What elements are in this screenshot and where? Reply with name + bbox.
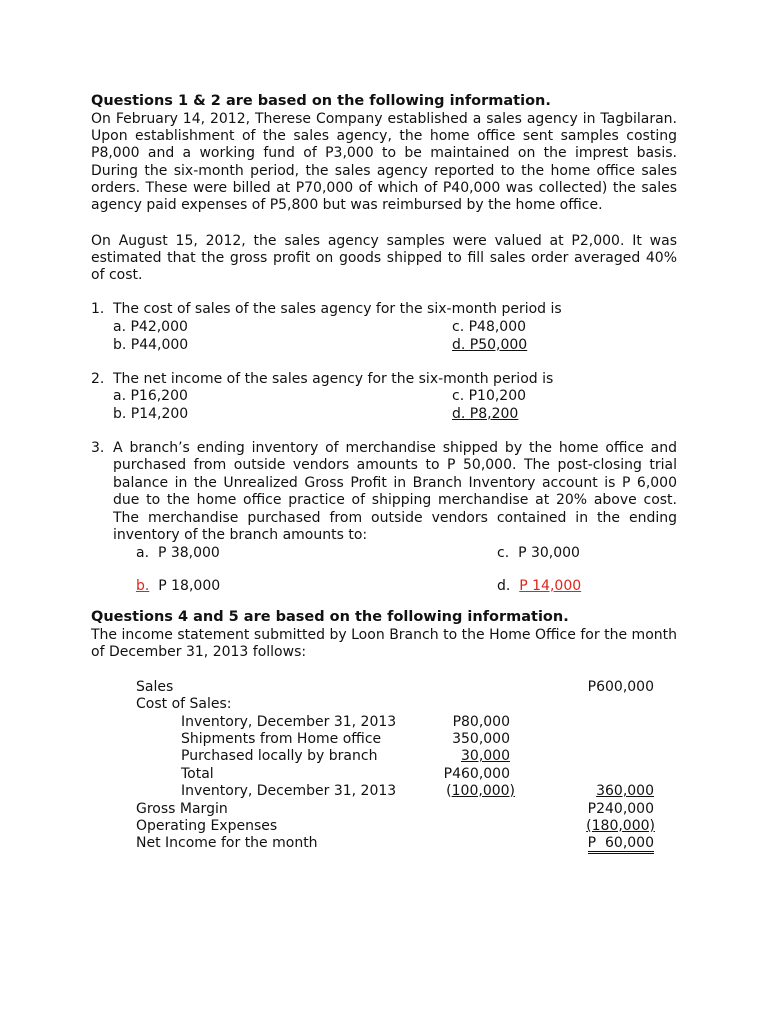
stmt-cos-label: Cost of Sales:: [136, 696, 232, 712]
stmt-inventory-end-label: Inventory, December 31, 2013: [181, 783, 397, 799]
question-2-number: 2.: [91, 371, 105, 387]
question-2-option-d-answer: d. P8,200: [452, 406, 519, 422]
question-3-option-a: [136, 545, 220, 561]
stmt-net-income-label: Net Income for the month: [136, 835, 318, 851]
stmt-gross-margin-label: Gross Margin: [136, 801, 228, 817]
option-c-letter: c.: [497, 545, 510, 561]
option-c-value: P 30,000: [518, 545, 580, 561]
question-1-number: 1.: [91, 301, 105, 317]
question-2-text: The net income of the sales agency for the six-month period is: [113, 371, 554, 387]
option-d-value: P 14,000: [519, 578, 582, 594]
stmt-net-income-amount: P 60,000: [588, 835, 654, 854]
stmt-total-value: P460,000: [443, 766, 510, 782]
heading-questions-4-5: Questions 4 and 5 are based on the following information.: [91, 609, 569, 625]
question-3-option-c: [497, 545, 580, 561]
question-3-text: A branch’s ending inventory of merchandise shipped by the home office and purchased from outside vendors amounts to P 50,000. The post-closing trial balance in the Unrealized Gross Profit in Branch Inventory account is P 6,000 due to the home office practice of shipping merchandise at 20% above cost. The merchandise purchased from outside vendors contained in the ending inventory of the branch amounts to:: [113, 440, 677, 544]
question-2-option-c: c. P10,200: [452, 388, 527, 404]
option-a-letter: a.: [136, 545, 150, 561]
stmt-opex-label: Operating Expenses: [136, 818, 278, 834]
option-b-letter: b.: [136, 578, 150, 594]
paragraph-income-statement-intro: The income statement submitted by Loon Branch to the Home Office for the month of December 31, 2013 follows:: [91, 627, 677, 661]
stmt-inventory-begin-value: P80,000: [452, 714, 510, 730]
option-b-value: P 18,000: [158, 578, 221, 594]
stmt-inventory-end-value: (100,000): [446, 783, 515, 799]
option-a-value: P 38,000: [157, 545, 220, 561]
paragraph-august-info: On August 15, 2012, the sales agency samples were valued at P2,000. It was estimated that the gross profit on goods shipped to fill sales order averaged 40% of cost.: [91, 233, 677, 284]
stmt-sales-value: P600,000: [587, 679, 654, 695]
question-2-option-b: b. P14,200: [113, 406, 189, 422]
question-3-number: 3.: [91, 440, 105, 456]
paragraph-background-info: On February 14, 2012, Therese Company established a sales agency in Tagbilaran. Upon establishment of the sales agency, the home office sent samples costing P8,000 and a working fund of P3,000 to be maintained on the imprest basis. During the six-month period, the sales agency reported to the home office sales orders. These were billed at P70,000 of which of P40,000 was collected) the sales agency paid expenses of P5,800 but was reimbursed by the home office.: [91, 111, 677, 214]
stmt-gross-margin-value: P240,000: [587, 801, 654, 817]
question-1-option-d-answer: d. P50,000: [452, 337, 528, 353]
question-1-text: The cost of sales of the sales agency for the six-month period is: [113, 301, 562, 317]
stmt-shipments-value: 350,000: [452, 731, 510, 747]
question-1-option-a: a. P42,000: [113, 319, 188, 335]
option-d-letter: d.: [497, 578, 511, 594]
stmt-inventory-end-amount: 100,000): [451, 783, 515, 799]
stmt-sales-label: Sales: [136, 679, 174, 695]
stmt-purchased-value: 30,000: [461, 748, 510, 764]
question-3-option-b-answer: [136, 578, 220, 594]
question-3-option-d: [497, 578, 581, 594]
heading-questions-1-2: Questions 1 & 2 are based on the following information.: [91, 93, 551, 109]
stmt-opex-value: (180,000): [586, 818, 655, 834]
question-1-option-c: c. P48,000: [452, 319, 527, 335]
question-1-option-b: b. P44,000: [113, 337, 189, 353]
stmt-total-label: Total: [181, 766, 214, 782]
stmt-net-income-value: [588, 835, 654, 851]
question-2-option-a: a. P16,200: [113, 388, 188, 404]
stmt-inventory-begin-label: Inventory, December 31, 2013: [181, 714, 397, 730]
stmt-purchased-label: Purchased locally by branch: [181, 748, 378, 764]
stmt-shipments-label: Shipments from Home office: [181, 731, 382, 747]
stmt-cos-total-value: 360,000: [596, 783, 654, 799]
